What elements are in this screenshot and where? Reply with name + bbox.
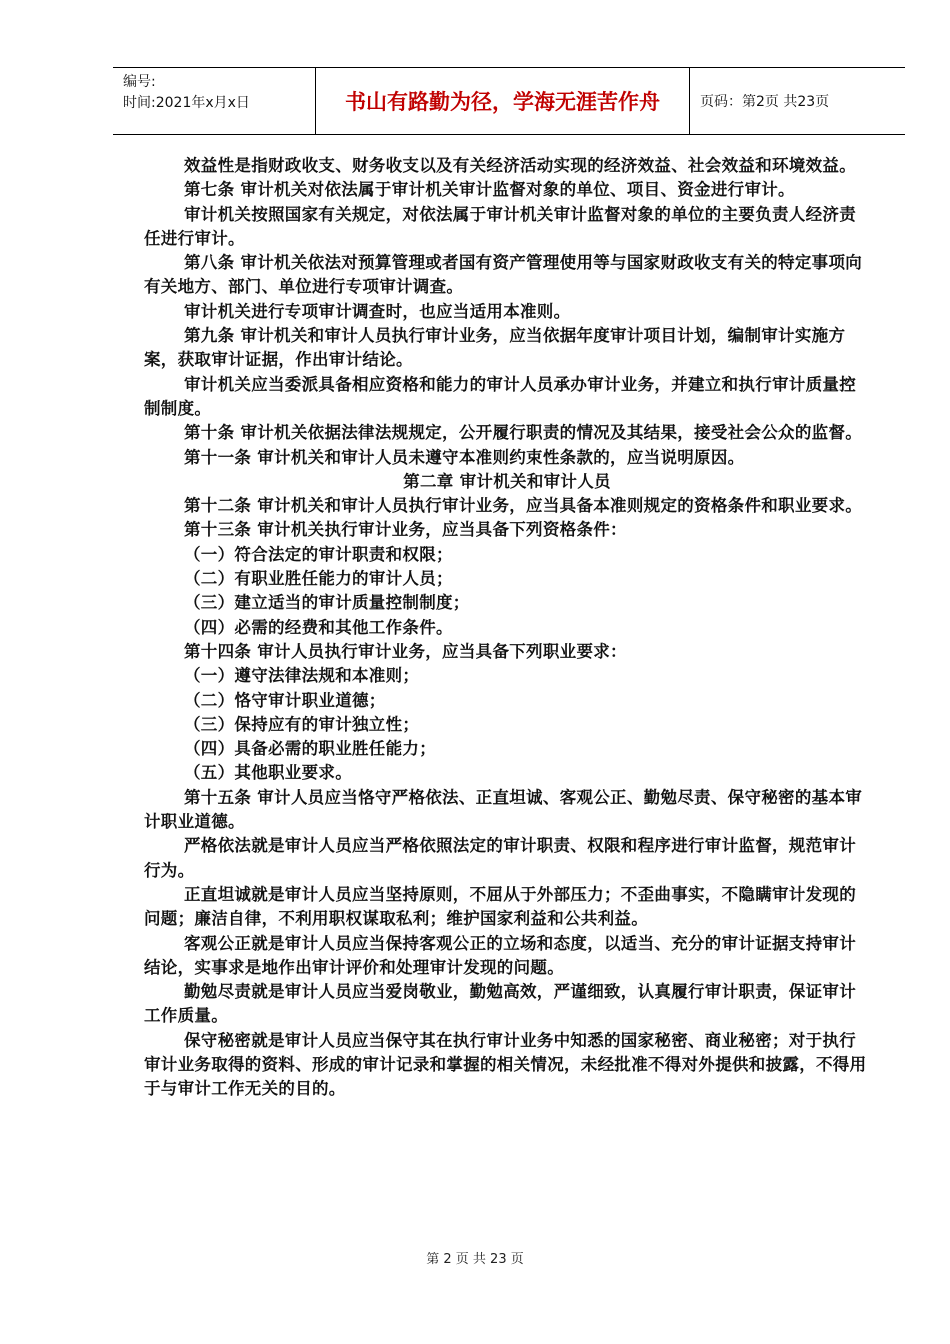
header-meta <box>113 68 316 134</box>
paragraph: 客观公正就是审计人员应当保持客观公正的立场和态度，以适当、充分的审计证据支持审计结论，实事求是地作出审计评价和处理审计发现的问题。 <box>144 933 856 977</box>
page-footer: 第 2 页 共 23 页 <box>426 1252 524 1267</box>
list-item: （二）有职业胜任能力的审计人员； <box>184 569 453 589</box>
article-10: 第十条 审计机关依据法律法规规定，公开履行职责的情况及其结果，接受社会公众的监督。 <box>184 423 863 443</box>
article-12: 第十二条 审计机关和审计人员执行审计业务，应当具备本准则规定的资格条件和职业要求。 <box>184 496 863 516</box>
article-9: 第九条 审计机关和审计人员执行审计业务，应当依据年度审计项目计划，编制审计实施方案，获取审计证据，作出审计结论。 <box>144 326 846 370</box>
chapter-heading: 第二章 审计机关和审计人员 <box>403 471 611 491</box>
article-13: 第十三条 审计机关执行审计业务，应当具备下列资格条件： <box>184 520 627 540</box>
paragraph: 严格依法就是审计人员应当严格依照法定的审计职责、权限和程序进行审计监督，规范审计行为。 <box>144 836 856 880</box>
list-item: （一）遵守法律法规和本准则； <box>184 666 420 686</box>
list-item: （四）具备必需的职业胜任能力； <box>184 739 436 759</box>
header-motto: 书山有路勤为径，学海无涯苦作舟 <box>316 68 690 134</box>
list-item: （三）建立适当的审计质量控制制度； <box>184 593 470 613</box>
list-item: （五）其他职业要求。 <box>184 763 352 783</box>
document-date-label: 时间:2021年x月x日 <box>123 95 250 111</box>
article-7: 第七条 审计机关对依法属于审计机关审计监督对象的单位、项目、资金进行审计。 <box>184 180 795 200</box>
list-item: （四）必需的经费和其他工作条件。 <box>184 617 453 637</box>
paragraph: 正直坦诚就是审计人员应当坚持原则，不屈从于外部压力；不歪曲事实，不隐瞒审计发现的问题；廉洁自律，不利用职权谋取私利；维护国家利益和公共利益。 <box>144 884 856 929</box>
document-body <box>144 154 870 1102</box>
list-item: （三）保持应有的审计独立性； <box>184 714 420 734</box>
list-item: （二）恪守审计职业道德； <box>184 690 386 710</box>
page-header <box>113 67 905 135</box>
article-14: 第十四条 审计人员执行审计业务，应当具备下列职业要求： <box>184 641 627 661</box>
paragraph: 效益性是指财政收支、财务收支以及有关经济活动实现的经济效益、社会效益和环境效益。 <box>184 156 856 175</box>
document-number-label: 编号: <box>123 74 156 90</box>
list-item: （一）符合法定的审计职责和权限； <box>184 544 453 564</box>
article-15: 第十五条 审计人员应当恪守严格依法、正直坦诚、客观公正、勤勉尽责、保守秘密的基本审计职业道德。 <box>144 787 863 832</box>
paragraph: 审计机关进行专项审计调查时，也应当适用本准则。 <box>184 301 571 321</box>
article-11: 第十一条 审计机关和审计人员未遵守本准则约束性条款的，应当说明原因。 <box>184 447 745 467</box>
paragraph: 保守秘密就是审计人员应当保守其在执行审计业务中知悉的国家秘密、商业秘密；对于执行审计业务取得的资料、形成的审计记录和掌握的相关情况，未经批准不得对外提供和披露，不得用于与审计工作无关的目的。 <box>144 1030 867 1099</box>
paragraph: 审计机关按照国家有关规定，对依法属于审计机关审计监督对象的单位的主要负责人经济责任进行审计。 <box>144 204 856 248</box>
article-8: 第八条 审计机关依法对预算管理或者国有资产管理使用等与国家财政收支有关的特定事项向有关地方、部门、单位进行专项审计调查。 <box>144 253 863 297</box>
header-page-number: 页码：第2页 共23页 <box>700 94 830 110</box>
paragraph: 勤勉尽责就是审计人员应当爱岗敬业，勤勉高效，严谨细致，认真履行审计职责，保证审计工作质量。 <box>144 982 856 1026</box>
paragraph: 审计机关应当委派具备相应资格和能力的审计人员承办审计业务，并建立和执行审计质量控制制度。 <box>144 374 856 418</box>
